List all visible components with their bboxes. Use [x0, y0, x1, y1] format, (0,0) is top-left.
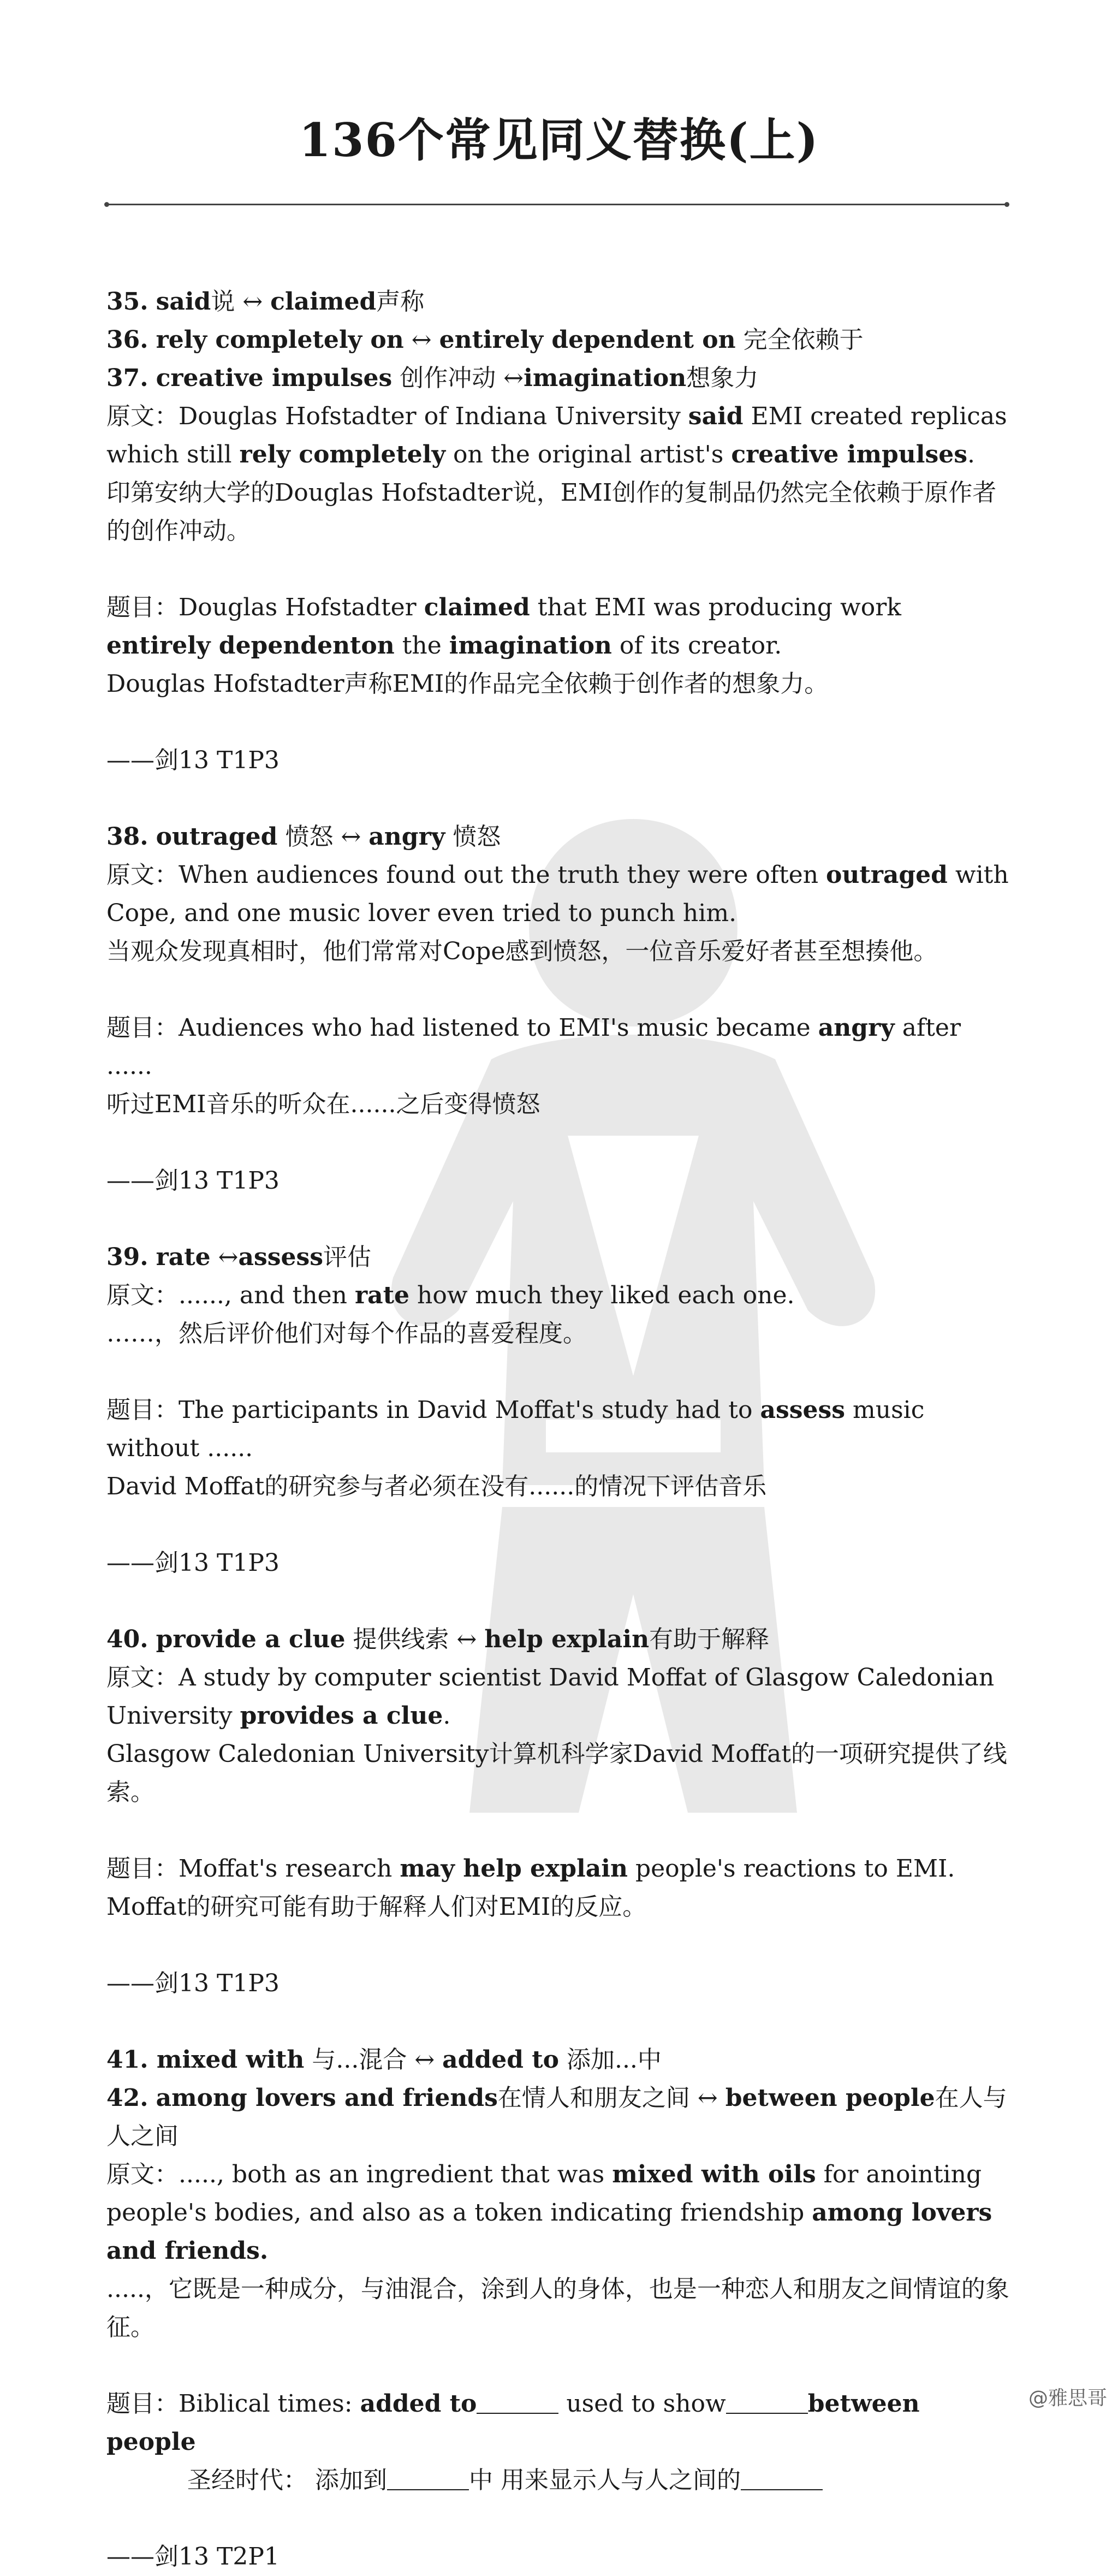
- entry-heading: 41. mixed with 与...混合 ↔ added to 添加...中: [106, 2046, 662, 2074]
- question-text-en: 题目：Douglas Hofstadter claimed that EMI was producing work entirely dependenton the imagination of its creator.: [106, 593, 901, 660]
- original-text-zh: 当观众发现真相时，他们常常对Cope感到愤怒，一位音乐爱好者甚至想揍他。: [106, 937, 938, 965]
- question-text-en: 题目：Biblical times: added to used to show between people: [106, 2390, 920, 2456]
- original-text-zh: Glasgow Caledonian University计算机科学家David Moffat的一项研究提供了线索。: [106, 1740, 1007, 1806]
- entry-heading: 35. said说 ↔ claimed声称: [106, 288, 425, 316]
- document-body: [106, 283, 1013, 2576]
- title-divider: [106, 204, 1007, 205]
- original-text-zh: ……，然后评价他们对每个作品的喜爱程度。: [106, 1320, 587, 1348]
- entry-heading: 36. rely completely on ↔ entirely dependent on 完全依赖于: [106, 326, 864, 354]
- entry-heading: 42. among lovers and friends在情人和朋友之间 ↔ between people在人与人之间: [106, 2084, 1007, 2150]
- page-title: 136个常见同义替换(上): [299, 113, 819, 167]
- original-text-en: 原文：Douglas Hofstadter of Indiana University said EMI created replicas which still rely completely on the original artist's creative impulses.: [106, 402, 1007, 468]
- original-text-en: 原文：A study by computer scientist David Moffat of Glasgow Caledonian University provides a clue.: [106, 1664, 995, 1730]
- entry-heading: 38. outraged 愤怒 ↔ angry 愤怒: [106, 823, 501, 851]
- source-reference: ——剑13 T1P3: [106, 1969, 280, 1997]
- answer-blank: [726, 2391, 808, 2414]
- answer-blank: [477, 2391, 558, 2414]
- original-text-zh: 印第安纳大学的Douglas Hofstadter说，EMI创作的复制品仍然完全依赖于原作者的创作冲动。: [106, 479, 997, 545]
- question-text-zh: 圣经时代： 添加到 中 用来显示人与人之间的: [106, 2461, 1013, 2500]
- original-text-zh: .....，它既是一种成分，与油混合，涂到人的身体，也是一种恋人和朋友之间情谊的象征。: [106, 2275, 1009, 2341]
- question-text-zh: David Moffat的研究参与者必须在没有......的情况下评估音乐: [106, 1473, 767, 1500]
- original-text-en: 原文：When audiences found out the truth they were often outraged with Cope, and one music lover even tried to punch him.: [106, 861, 1009, 927]
- weibo-watermark-label: @雅思哥: [1028, 2387, 1107, 2409]
- entry-heading: 39. rate ↔assess评估: [106, 1243, 372, 1271]
- question-text-en: 题目：Moffat's research may help explain people's reactions to EMI.: [106, 1855, 955, 1883]
- question-text-en: 题目：The participants in David Moffat's study had to assess music without ......: [106, 1396, 925, 1462]
- entry-heading: 37. creative impulses 创作冲动 ↔imagination想象力: [106, 364, 759, 392]
- source-reference: ——剑13 T2P1: [106, 2543, 280, 2571]
- answer-blank: [741, 2467, 823, 2490]
- source-reference: ——剑13 T1P3: [106, 1167, 280, 1195]
- question-text-en: 题目：Audiences who had listened to EMI's music became angry after ......: [106, 1014, 961, 1080]
- question-text-zh: 听过EMI音乐的听众在......之后变得愤怒: [106, 1090, 540, 1118]
- source-reference: ——剑13 T1P3: [106, 746, 280, 774]
- question-text-zh: Douglas Hofstadter声称EMI的作品完全依赖于创作者的想象力。: [106, 670, 829, 698]
- original-text-en: 原文：......, and then rate how much they liked each one.: [106, 1281, 795, 1309]
- original-text-en: 原文：....., both as an ingredient that was mixed with oils for anointing people's bodies, and also as a token indicating friendship among lovers and friends.: [106, 2160, 992, 2265]
- entry-heading: 40. provide a clue 提供线索 ↔ help explain有助于解释: [106, 1625, 770, 1653]
- answer-blank: [387, 2467, 469, 2490]
- question-text-zh: Moffat的研究可能有助于解释人们对EMI的反应。: [106, 1893, 647, 1921]
- source-reference: ——剑13 T1P3: [106, 1549, 280, 1577]
